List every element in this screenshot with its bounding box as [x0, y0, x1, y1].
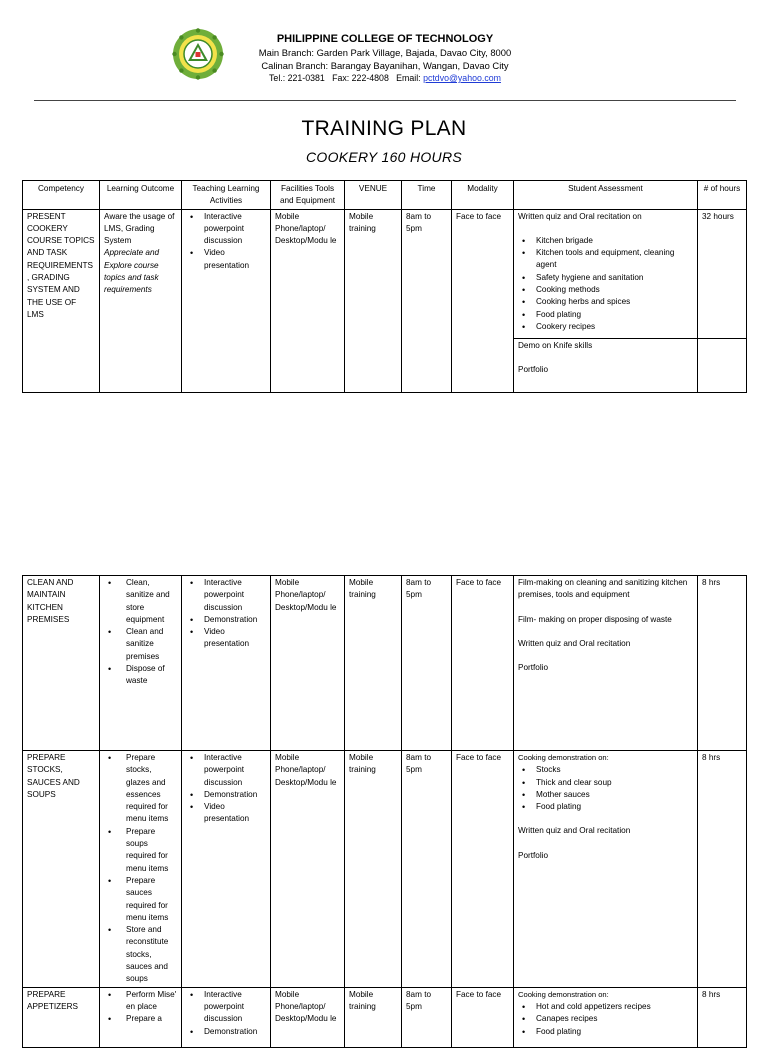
hours-cell: 32 hours: [698, 209, 747, 338]
list-item: • Food plating: [536, 309, 693, 321]
venue-cell: Mobile training: [345, 987, 402, 1047]
assessment-cell: [514, 576, 698, 751]
list-item: • Clean, sanitize and store equipment: [126, 577, 177, 626]
list-item: • Canapes recipes: [536, 1013, 693, 1025]
list-item: • Demonstration: [204, 1026, 266, 1038]
assessment-cell: [514, 987, 698, 1047]
activities-cell: [182, 576, 271, 751]
activities-cell: [182, 987, 271, 1047]
list-item: • Prepare a: [126, 1013, 177, 1025]
contact-line: [230, 72, 540, 85]
competency-cell: PREPARE STOCKS, SAUCES AND SOUPS: [23, 751, 100, 988]
column-header: Learning Outcome: [100, 181, 182, 210]
venue-cell: Mobile training: [345, 751, 402, 988]
assessment-text: Portfolio: [518, 850, 549, 860]
list-item: • Prepare sauces required for menu items: [126, 875, 177, 924]
assessment-text: Demo on Knife skills: [518, 340, 593, 350]
assessment-text: Film-making on cleaning and sanitizing kitchen premises, tools and equipment: [518, 578, 688, 600]
outcome-italic-text: Appreciate and Explore course topics and task requirements: [104, 248, 160, 295]
list-item: • Dispose of waste: [126, 663, 177, 688]
assessment-text: Written quiz and Oral recitation: [518, 638, 631, 648]
list-item: • Food plating: [536, 801, 693, 813]
list-item: • Food plating: [536, 1026, 693, 1038]
list-item: • Cooking herbs and spices: [536, 296, 693, 308]
assessment-lead: Cooking demonstration on:: [518, 753, 609, 762]
list-item: • Kitchen tools and equipment, cleaning agent: [536, 247, 693, 272]
facilities-cell: Mobile Phone/laptop/ Desktop/Modu le: [271, 751, 345, 988]
competency-cell: PREPARE APPETIZERS: [23, 987, 100, 1047]
table-row: [23, 576, 747, 751]
email-link[interactable]: pctdvo@yahoo.com: [423, 73, 501, 83]
assessment-cell: [514, 209, 698, 338]
assessment-text: Written quiz and Oral recitation: [518, 826, 631, 836]
modality-cell: Face to face: [452, 576, 514, 751]
header-divider: [34, 100, 736, 101]
training-plan-table-continued: [22, 575, 747, 1048]
list-item: • Cooking methods: [536, 284, 693, 296]
column-header: Modality: [452, 181, 514, 210]
assessment-text: Portfolio: [518, 364, 549, 374]
list-item: • Perform Mise' en place: [126, 989, 177, 1014]
column-header: Facilities Tools and Equipment: [271, 181, 345, 210]
learning-outcome-cell: [100, 987, 182, 1047]
outcome-text: Aware the usage of LMS, Grading System: [104, 211, 175, 246]
assessment-lead: Written quiz and Oral recitation on: [518, 211, 642, 221]
list-item: • Interactive powerpoint discussion: [204, 752, 266, 789]
calinan-branch-address: Calinan Branch: Barangay Bayanihan, Wangan, Davao City: [261, 60, 509, 71]
hours-cell: 8 hrs: [698, 987, 747, 1047]
list-item: • Mother sauces: [536, 789, 693, 801]
assessment-text: Film- making on proper disposing of waste: [518, 614, 672, 624]
facilities-cell: Mobile Phone/laptop/ Desktop/Modu le: [271, 987, 345, 1047]
list-item: • Interactive powerpoint discussion: [204, 211, 266, 248]
list-item: • Interactive powerpoint discussion: [204, 577, 266, 614]
table-row: [23, 751, 747, 988]
document-header: [0, 0, 768, 100]
list-item: • Prepare soups required for menu items: [126, 826, 177, 875]
modality-cell: Face to face: [452, 209, 514, 392]
training-plan-table: [22, 180, 747, 393]
assessment-cell: [514, 338, 698, 392]
list-item: • Safety hygiene and sanitation: [536, 272, 693, 284]
contact-prefix: Tel.: 221-0381 Fax: 222-4808 Email:: [269, 73, 424, 83]
list-item: • Thick and clear soup: [536, 777, 693, 789]
list-item: • Video presentation: [204, 801, 266, 826]
hours-cell: [698, 338, 747, 392]
list-item: • Demonstration: [204, 614, 266, 626]
list-item: • Kitchen brigade: [536, 235, 693, 247]
list-item: • Cookery recipes: [536, 321, 693, 333]
document-title: TRAINING PLAN: [301, 117, 467, 140]
venue-cell: Mobile training: [345, 209, 402, 392]
table-row: [23, 209, 747, 338]
competency-cell: CLEAN AND MAINTAIN KITCHEN PREMISES: [23, 576, 100, 751]
table-row: [23, 987, 747, 1047]
column-header: Student Assessment: [514, 181, 698, 210]
list-item: • Hot and cold appetizers recipes: [536, 1001, 693, 1013]
list-item: • Store and reconstitute stocks, sauces and soups: [126, 924, 177, 985]
column-header: Teaching Learning Activities: [182, 181, 271, 210]
learning-outcome-cell: [100, 209, 182, 392]
column-header: Competency: [23, 181, 100, 210]
table-header-row: [23, 181, 747, 210]
learning-outcome-cell: [100, 576, 182, 751]
column-header: Time: [402, 181, 452, 210]
column-header: VENUE: [345, 181, 402, 210]
learning-outcome-cell: [100, 751, 182, 988]
assessment-text: Portfolio: [518, 663, 549, 673]
hours-cell: 8 hrs: [698, 751, 747, 988]
modality-cell: Face to face: [452, 751, 514, 988]
assessment-lead: Cooking demonstration on:: [518, 989, 609, 999]
document-subtitle: COOKERY 160 HOURS: [305, 149, 463, 165]
modality-cell: Face to face: [452, 987, 514, 1047]
list-item: • Video presentation: [204, 626, 266, 651]
list-item: • Clean and sanitize premises: [126, 626, 177, 663]
time-cell: 8am to 5pm: [402, 751, 452, 988]
list-item: • Interactive powerpoint discussion: [204, 989, 266, 1026]
hours-cell: 8 hrs: [698, 576, 747, 751]
activities-cell: [182, 209, 271, 392]
column-header: # of hours: [698, 181, 747, 210]
facilities-cell: Mobile Phone/laptop/ Desktop/Modu le: [271, 209, 345, 392]
time-cell: 8am to 5pm: [402, 987, 452, 1047]
list-item: • Video presentation: [204, 247, 266, 272]
main-branch-address: Main Branch: Garden Park Village, Bajada, Davao City, 8000: [258, 47, 512, 58]
list-item: • Demonstration: [204, 789, 266, 801]
college-seal-logo: [172, 28, 224, 80]
competency-cell: PRESENT COOKERY COURSE TOPICS AND TASK REQUIREMENTS , GRADING SYSTEM AND THE USE OF LMS: [23, 209, 100, 392]
time-cell: 8am to 5pm: [402, 576, 452, 751]
list-item: • Stocks: [536, 764, 693, 776]
venue-cell: Mobile training: [345, 576, 402, 751]
facilities-cell: Mobile Phone/laptop/ Desktop/Modu le: [271, 576, 345, 751]
list-item: • Prepare stocks, glazes and essences required for menu items: [126, 752, 177, 826]
college-name: PHILIPPINE COLLEGE OF TECHNOLOGY: [276, 33, 494, 45]
assessment-cell: [514, 751, 698, 988]
time-cell: 8am to 5pm: [402, 209, 452, 392]
activities-cell: [182, 751, 271, 988]
